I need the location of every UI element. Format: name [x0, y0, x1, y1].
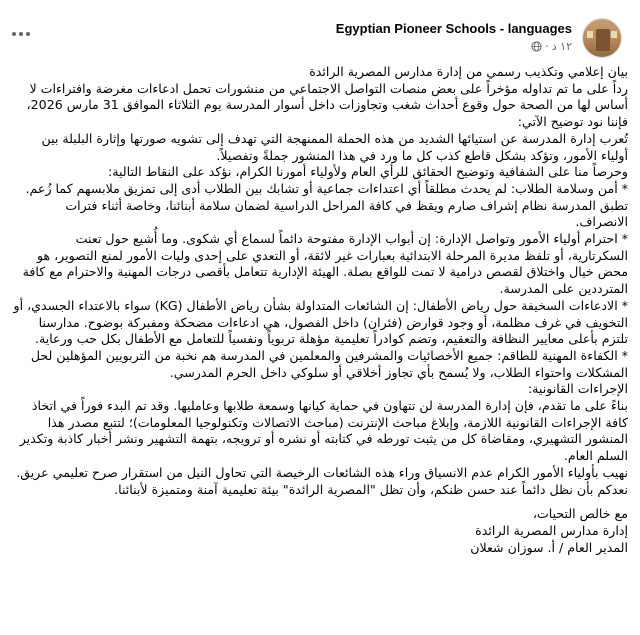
post-paragraph: وحرصاً منا على الشفافية وتوضيح الحقائق للرأي العام ولأولياء أمورنا الكرام، نؤكد على النقاط التالية:	[108, 164, 628, 180]
post-bullet: * الكفاءة المهنية للطاقم: جميع الأخصائيات والمشرفين والمعلمين في المدرسة هم نخبة من التربويين المؤهلين لحل المشكلات واحتواء الطلاب، ولا يُسمح بأي تجاوز أخلاقي أو سلوكي داخل الحرم المدرسي.	[30, 347, 628, 380]
post-bullet: * الادعاءات السخيفة حول رياض الأطفال: إن الشائعات المتداولة بشأن رياض الأطفال (KG) سواء بالاعتداء الجسدي، أو التخويف في غرف مظلمة، أو وجود قوارض (فئران) داخل الفصول، هي ادعاءات مضحكة ومفبركة بوضوح. مدارسنا تلتزم بأعلى معايير النظافة والتعقيم، وتضم كوادراً تعليمية مؤهلة تربوياً ونفسياً للتعامل مع الأطفال بكل حب ورعاية.	[13, 297, 628, 347]
closing-greeting: مع خالص التحيات،	[532, 506, 628, 522]
page-avatar[interactable]	[582, 18, 622, 58]
section-heading: الإجراءات القانونية:	[527, 381, 628, 397]
post-bullet: * أمن وسلامة الطلاب: لم يحدث مطلقاً أي اعتداءات جماعية أو تشابك بين الطلاب أدى إلى تمزيق ملابسهم كما زُعم. تطبق المدرسة نظام إشراف صارم ويقظ في كافة المراحل الدراسية لضمان سلامة أبنائنا، وخاصة أثناء فترات الانصراف.	[25, 180, 628, 230]
post-title: بيان إعلامي وتكذيب رسمي من إدارة مدارس المصرية الرائدة	[309, 64, 628, 79]
more-horizontal-icon	[12, 32, 16, 36]
meta-separator: ·	[545, 40, 549, 53]
signature-name: المدير العام / أ. سوزان شعلان	[470, 539, 628, 555]
post-paragraph: تُعرب إدارة المدرسة عن استيائها الشديد من هذه الحملة الممنهجة التي تهدف إلى تشويه صورتها وإثارة البلبلة بين أولياء الأمور، وتؤكد بشكل قاطع كذب كل ما ورد في هذا المنشور جملةً وتفصيلاً.	[41, 130, 628, 163]
post-paragraph: نهيب بأولياء الأمور الكرام عدم الانسياق وراء هذه الشائعات الرخيصة التي تحاول النيل من استقرار صرح تعليمي عريق. نعدكم بأن نظل دائماً عند حسن ظنكم، وأن تظل "المصرية الرائدة" بيئة تعليمية آمنة ومتميزة لأبنائنا.	[16, 464, 628, 497]
post-paragraph: رداً على ما تم تداوله مؤخراً على بعض منصات التواصل الاجتماعي من منشورات تحمل ادعاءات مغرضة وافتراءات لا أساس لها من الصحة حول وقوع أحداث شغب وتجاوزات داخل أسوار المدرسة يوم الثلاثاء الموافق 31 مارس 2026، فإننا نود توضيح الآتي:	[26, 80, 628, 130]
page-name-link[interactable]: Egyptian Pioneer Schools - languages	[335, 21, 572, 36]
post-paragraph: بناءً على ما تقدم، فإن إدارة المدرسة لن تتهاون في حماية كيانها وسمعة طلابها وعامليها. وقد تم البدء فوراً في اتخاذ كافة الإجراءات القانونية اللازمة، وإبلاغ مباحث الإنترنت (مباحث الاتصالات وتكنولوجيا المعلومات)؛ لتتبع مصدر هذا المنشور التشهيري، ومقاضاة كل من يثبت تورطه في كتابته أو نشره أو ترويجه، بتهمة التشهير ونشر أخبار كاذبة وتكدير السلم العام.	[19, 398, 628, 464]
post-meta	[531, 40, 572, 53]
post-time-link[interactable]: ١٢ د	[551, 40, 572, 53]
post-header	[0, 0, 640, 62]
globe-icon[interactable]	[531, 41, 542, 52]
more-options-button[interactable]	[12, 28, 36, 40]
post-text	[12, 64, 628, 634]
post-bullet: * احترام أولياء الأمور وتواصل الإدارة: إن أبواب الإدارة مفتوحة دائماً لسماع أي شكوى. وما أُشيع حول تعنت السكرتارية، أو تلفظ مديرة المرحلة الابتدائية بعبارات غير لائقة، أو التعدي على إحدى وليات الأمور لمنع التصوير، هو محض خيال واختلاق لقصص درامية لا تمت للواقع بصلة. الهيئة الإدارية تتعامل بأقصى درجات المهنية والاحترام مع كافة المترددين على المدرسة.	[22, 231, 628, 297]
signature-org: إدارة مدارس المصرية الرائدة	[475, 522, 628, 538]
